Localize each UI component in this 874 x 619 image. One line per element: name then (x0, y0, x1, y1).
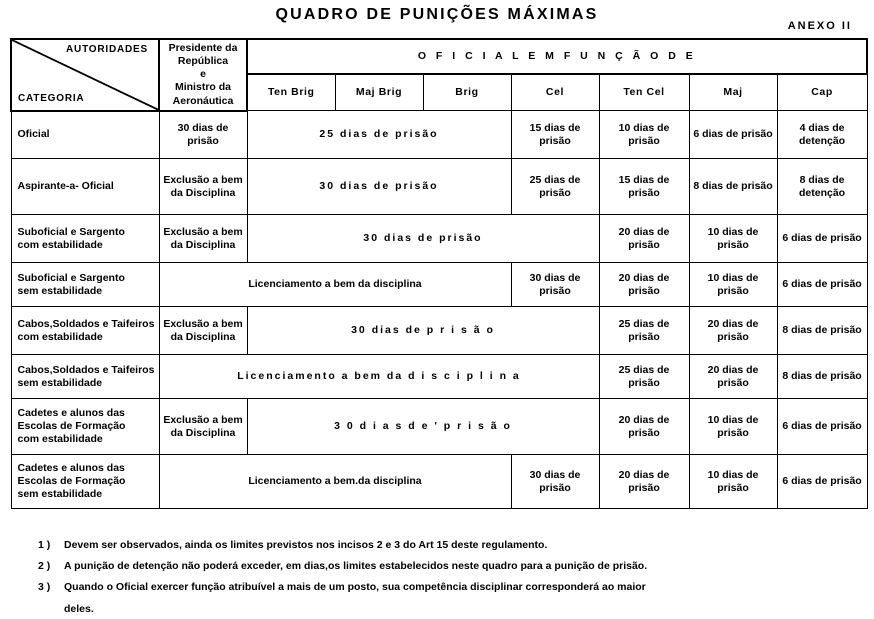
cell-aspirante-presidente: Exclusão a bem da Disciplina (159, 159, 247, 215)
row-category-suboficial-com (11, 215, 159, 263)
note-item (10, 580, 866, 594)
cell-suboficial-sem-presidente: Licenciamento a bem da disciplina (159, 263, 511, 307)
note-number: 2 ) (38, 560, 51, 573)
row-category-oficial (11, 111, 159, 159)
notes-section (10, 538, 866, 616)
header-presidente (159, 39, 247, 111)
header-rank-ten-cel: Ten Cel (599, 74, 689, 111)
row-category-cadetes-sem (11, 455, 159, 509)
table-row (11, 307, 867, 355)
cell-cabos-sem-cap: 8 dias de prisão (777, 355, 867, 399)
note-item (10, 559, 866, 573)
cell-cabos-com-presidente: Exclusão a bem da Disciplina (159, 307, 247, 355)
header-rank-ten-brig: Ten Brig (247, 74, 335, 111)
note-text: Quando o Oficial exercer função atribuível a mais de um posto, sua competência disciplinar corresponderá ao maior (64, 581, 646, 594)
note-number: 3 ) (38, 581, 51, 594)
note-text-continuation: deles. (64, 602, 94, 615)
table-row (11, 111, 867, 159)
header-presidente-line-4: Ministro da (174, 81, 231, 94)
annex-label: ANEXO II (787, 20, 852, 32)
header-oficial-em-funcao: O F I C I A L E M F U N Ç Ã O D E (247, 39, 867, 74)
cell-cabos-com-ten-cel: 25 dias de prisão (599, 307, 689, 355)
cell-cadetes-sem-cap: 6 dias de prisão (777, 455, 867, 509)
cell-cabos-com-cap: 8 dias de prisão (777, 307, 867, 355)
cell-oficial-group-a: 25 dias de prisão (247, 111, 511, 159)
cell-aspirante-cel: 25 dias de prisão (511, 159, 599, 215)
table-row (11, 159, 867, 215)
row-category-suboficial-sem (11, 263, 159, 307)
cell-suboficial-com-cap: 6 dias de prisão (777, 215, 867, 263)
table-corner-header (11, 39, 159, 111)
row-category-line: Suboficial e Sargento (17, 271, 125, 284)
cell-cabos-com-maj: 20 dias de prisão (689, 307, 777, 355)
cell-suboficial-sem-ten-cel: 20 dias de prisão (599, 263, 689, 307)
row-category-line: Aspirante-a- Oficial (17, 180, 114, 193)
cell-cadetes-sem-ten-cel: 20 dias de prisão (599, 455, 689, 509)
cell-cabos-com-group-a: 30 dias de p r i s ã o (247, 307, 599, 355)
note-item (10, 538, 866, 552)
row-category-line: Suboficial e Sargento (17, 225, 125, 238)
header-rank-brig: Brig (423, 74, 511, 111)
row-category-line: com estabilidade (17, 238, 103, 251)
cell-cadetes-com-presidente: Exclusão a bem da Disciplina (159, 399, 247, 455)
row-category-line: Cabos,Soldados e Taifeiros (17, 363, 155, 376)
cell-cabos-sem-presidente: Licenciamento a bem da d i s c i p l i n a (159, 355, 599, 399)
table-row (11, 455, 867, 509)
table-row (11, 263, 867, 307)
cell-suboficial-sem-maj: 10 dias de prisão (689, 263, 777, 307)
table-row (11, 215, 867, 263)
row-category-line: Cabos,Soldados e Taifeiros (17, 317, 155, 330)
row-category-line: com estabilidade (17, 433, 103, 446)
cell-cabos-sem-ten-cel: 25 dias de prisão (599, 355, 689, 399)
cell-cadetes-com-cap: 6 dias de prisão (777, 399, 867, 455)
cell-aspirante-group-a: 30 dias de prisão (247, 159, 511, 215)
cell-oficial-cel: 15 dias de prisão (511, 111, 599, 159)
cell-cadetes-sem-maj: 10 dias de prisão (689, 455, 777, 509)
cell-suboficial-sem-cel: 30 dias de prisão (511, 263, 599, 307)
cell-cadetes-com-ten-cel: 20 dias de prisão (599, 399, 689, 455)
header-presidente-line-3: e (200, 68, 206, 81)
row-category-cadetes-com (11, 399, 159, 455)
cell-cadetes-sem-presidente: Licenciamento a bem.da disciplina (159, 455, 511, 509)
header-presidente-line-1: Presidente da (168, 42, 238, 54)
cell-cadetes-sem-cel: 30 dias de prisão (511, 455, 599, 509)
cell-oficial-presidente: 30 dias de prisão (159, 111, 247, 159)
table-row (11, 355, 867, 399)
row-category-line: Oficial (17, 128, 50, 141)
cell-oficial-cap: 4 dias de detenção (777, 111, 867, 159)
row-category-line: Cadetes e alunos das (17, 406, 125, 419)
note-text: A punição de detenção não poderá exceder, em dias,os limites estabelecidos neste quadro para a punição de prisão. (64, 560, 648, 573)
row-category-cabos-com (11, 307, 159, 355)
table-row (11, 399, 867, 455)
cell-suboficial-com-ten-cel: 20 dias de prisão (599, 215, 689, 263)
cell-cabos-sem-maj: 20 dias de prisão (689, 355, 777, 399)
row-category-line: Escolas de Formação (17, 420, 126, 433)
cell-suboficial-com-group-a: 30 dias de prisão (247, 215, 599, 263)
header-rank-cel: Cel (511, 74, 599, 111)
row-category-line: sem estabilidade (17, 284, 103, 297)
cell-oficial-ten-cel: 10 dias de prisão (599, 111, 689, 159)
category-label: CATEGORIA (18, 93, 85, 105)
authorities-label: AUTORIDADES (66, 44, 148, 55)
row-category-line: com estabilidade (17, 330, 103, 343)
cell-suboficial-com-maj: 10 dias de prisão (689, 215, 777, 263)
cell-aspirante-maj: 8 dias de prisão (689, 159, 777, 215)
row-category-line: sem estabilidade (17, 488, 103, 501)
note-text: Devem ser observados, ainda os limites previstos nos incisos 2 e 3 do Art 15 deste regulamento. (64, 539, 548, 551)
header-rank-cap: Cap (777, 74, 867, 111)
cell-oficial-maj: 6 dias de prisão (689, 111, 777, 159)
cell-suboficial-com-presidente: Exclusão a bem da Disciplina (159, 215, 247, 263)
header-rank-maj-brig: Maj Brig (335, 74, 423, 111)
cell-aspirante-ten-cel: 15 dias de prisão (599, 159, 689, 215)
page-title: QUADRO DE PUNIÇÕES MÁXIMAS (275, 6, 599, 23)
header-presidente-line-2: República (177, 55, 229, 68)
row-category-line: sem estabilidade (17, 376, 103, 389)
cell-cadetes-com-group-a: 3 0 d i a s d e ' p r i s ã o (247, 399, 599, 455)
punishments-table (10, 38, 868, 509)
row-category-line: Cadetes e alunos das (17, 461, 125, 474)
row-category-cabos-sem (11, 355, 159, 399)
cell-cadetes-com-maj: 10 dias de prisão (689, 399, 777, 455)
note-number: 1 ) (38, 539, 51, 551)
cell-suboficial-sem-cap: 6 dias de prisão (777, 263, 867, 307)
header-rank-maj: Maj (689, 74, 777, 111)
cell-aspirante-cap: 8 dias de detenção (777, 159, 867, 215)
row-category-aspirante (11, 159, 159, 215)
row-category-line: Escolas de Formação (17, 475, 126, 488)
header-presidente-line-5: Aeronáutica (172, 94, 234, 107)
